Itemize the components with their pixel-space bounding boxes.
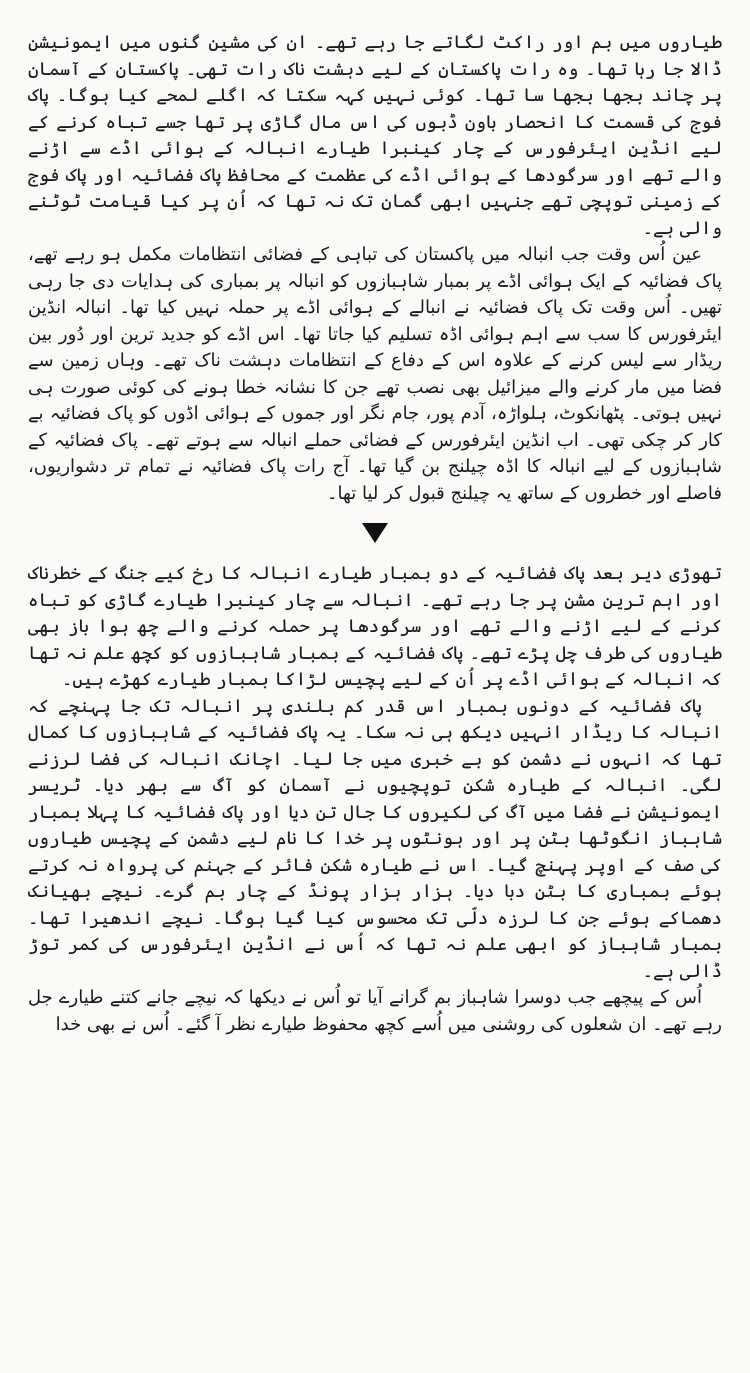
triangle-down-icon	[362, 523, 388, 543]
paragraph: تھوڑی دیر بعد پاک فضائیہ کے دو بمبار طیارے انبالہ کا رخ کیے جنگ کے خطرناک اور اہم ترین مشن پر جا رہے تھے۔ انبالہ سے چار کینبرا طیارے گاڑی کو تباہ کرنے کے لیے اڑنے والے تھے اور سرگودھا پر حملہ کرنے والے چھ ہوا باز بھی طیاروں کی طرف چل پڑے تھے۔ پاک فضائیہ کے بمبار شاہبازوں کو کچھ علم نہ تھا کہ انبالہ کے ہوائی اڈے پر اُن کے لیے پچیس لڑاکا بمبار طیارے کھڑے ہیں۔	[28, 563, 722, 690]
section-separator	[28, 513, 722, 553]
paragraph: اُس کے پیچھے جب دوسرا شاہباز بم گرانے آیا تو اُس نے دیکھا کہ نیچے جانے کتنے طیارے جل رہے تھے۔ ان شعلوں کی روشنی میں اُسے کچھ محفوظ طیارے نظر آ گئے۔ اُس نے بھی خدا	[28, 987, 722, 1035]
paragraph: پاک فضائیہ کے دونوں بمبار اس قدر کم بلندی پر انبالہ تک جا پہنچے کہ انبالہ کا ریڈار انہیں دیکھ ہی نہ سکا۔ یہ پاک فضائیہ کے شاہبازوں کا کمال تھا کہ انہوں نے دشمن کو بے خبری میں جا لیا۔ اچانک انبالہ کی فضا لرزنے لگی۔ انبالہ کے طیارہ شکن توپچیوں نے آسمان کو آگ سے بھر دیا۔ ٹریسر ایمونیشن نے فضا میں آگ کی لکیروں کا جال تن دیا اور پاک فضائیہ کا پہلا بمبار شاہباز انگوٹھا بٹن پر اور ہونٹوں پر خدا کا نام لیے دشمن کے پچیس طیاروں کی صف کے اوپر پہنچ گیا۔ اس نے طیارہ شکن فائر کے جہنم کی پرواہ نہ کرتے ہوئے بمباری کا بٹن دبا دیا۔ ہزار ہزار پونڈ کے چار بم گرے۔ نیچے بھیانک دھماکے ہوئے جن کا لرزہ دلّی تک محسوس کیا گیا ہوگا۔ نیچے اندھیرا تھا۔ بمبار شاہباز کو ابھی علم نہ تھا کہ اُس نے انڈین ایئرفورس کی کمر توڑ ڈالی ہے۔	[28, 695, 722, 982]
paragraph: عین اُس وقت جب انبالہ میں پاکستان کی تباہی کے فضائی انتظامات مکمل ہو رہے تھے، پاک فضائیہ کے ایک ہوائی اڈے پر بمبار شاہبازوں کو انبالہ پر بمباری کی ہدایات دی جا رہی تھیں۔ اُس وقت تک پاک فضائیہ نے انبالے کے ہوائی اڈے پر حملہ نہیں کیا تھا۔ انبالہ انڈین ایئرفورس کا سب سے اہم ہوائی اڈہ تسلیم کیا جاتا تھا۔ اس اڈے کو جدید ترین اور دُور بین ریڈار سے لیس کرنے کے علاوہ اس کے دفاع کے انتظامات دہشت ناک تھے۔ وہاں زمین سے فضا میں مار کرنے والے میزائیل بھی نصب تھے جن کا نشانہ خطا ہونے کی کوئی صورت ہی نہیں ہوتی۔ پٹھانکوٹ، ہلواڑہ، آدم پور، جام نگر اور جموں کے ہوائی اڈوں کو پاک فضائیہ بے کار کر چکی تھی۔ اب انڈین ایئرفورس کے فضائی حملے انبالہ سے ہوتے تھے۔ پاک فضائیہ کے شاہبازوں کے لیے انبالہ کا اڈہ چیلنج بن گیا تھا۔ آج رات پاک فضائیہ نے تمام تر دشواریوں، فاصلے اور خطروں کے ساتھ یہ چیلنج قبول کر لیا تھا۔	[28, 244, 722, 504]
paragraph: طیاروں میں بم اور راکٹ لگاتے جا رہے تھے۔ ان کی مشین گنوں میں ایمونیشن ڈالا جا رہا تھا۔ وہ رات پاکستان کے لیے دہشت ناک رات تھی۔ پاکستان کے آسمان پر چاند بجھا بجھا سا تھا۔ کوئی نہیں کہہ سکتا کہ اگلے لمحے کیا ہوگا۔ پاک فوج کی قسمت کا انحصار باون ڈبوں کی اس مال گاڑی پر تھا جسے تباہ کرنے کے لیے انڈین ایئرفورس کے چار کینبرا طیارے انبالہ کے ہوائی اڈے سے اڑنے والے تھے اور سرگودھا کے ہوائی اڈے کی عظمت کے محافظ پاک فضائیہ اور پاک فوج کے زمینی توپچی تھے جنہیں ابھی گمان تک نہ تھا کہ اُن پر کیا قیامت ٹوٹنے والی ہے۔	[28, 32, 722, 239]
